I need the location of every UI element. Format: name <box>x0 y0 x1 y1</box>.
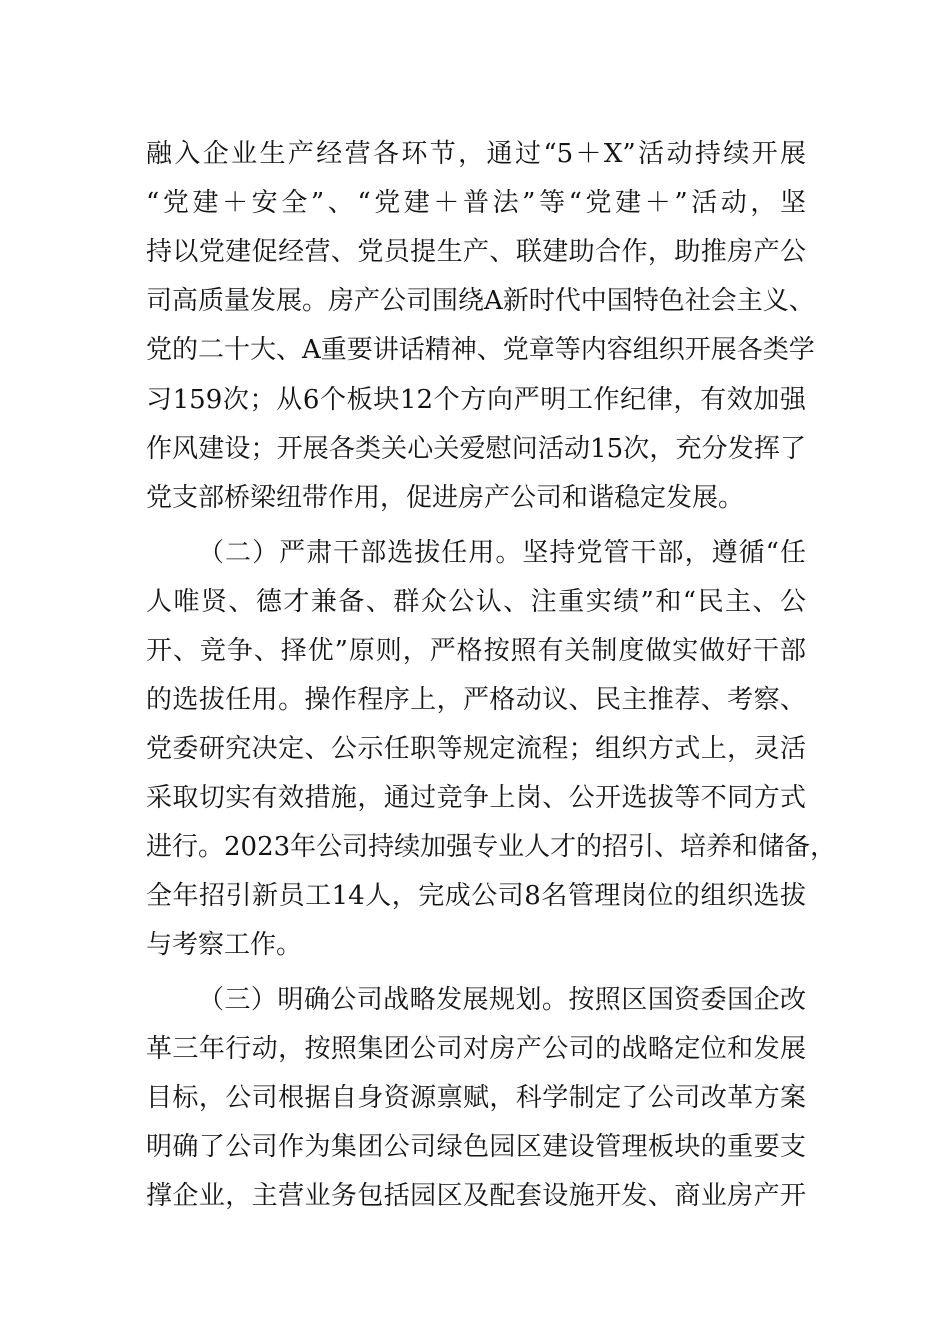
paragraph-1-line-6: 习159次；从6个板块12个方向严明工作纪律，有效加强 <box>146 385 806 415</box>
paragraph-1-line-1: 融入企业生产经营各环节，通过“5＋X”活动持续开展 <box>146 139 806 169</box>
paragraph-2-line-5: 党委研究决定、公示任职等规定流程；组织方式上，灵活 <box>146 734 806 764</box>
paragraph-3-line-5: 撑企业，主营业务包括园区及配套设施开发、商业房产开 <box>146 1181 806 1211</box>
paragraph-3-line-1: （三）明确公司战略发展规划。按照区国资委国企改 <box>198 985 806 1015</box>
paragraph-2-line-6: 采取切实有效措施，通过竞争上岗、公开选拔等不同方式 <box>146 783 806 813</box>
paragraph-2-line-9: 与考察工作。 <box>146 930 303 960</box>
paragraph-2-line-4: 的选拔任用。操作程序上，严格动议、民主推荐、考察、 <box>146 685 806 715</box>
paragraph-2-line-7: 进行。2023年公司持续加强专业人才的招引、培养和储备， <box>146 832 837 862</box>
paragraph-3-line-2: 革三年行动，按照集团公司对房产公司的战略定位和发展 <box>146 1034 806 1064</box>
paragraph-2-line-3: 开、竞争、择优”原则，严格按照有关制度做实做好干部 <box>146 636 806 666</box>
paragraph-2-line-1: （二）严肃干部选拔任用。坚持党管干部，遵循“任 <box>198 538 806 568</box>
paragraph-2-line-8: 全年招引新员工14人，完成公司8名管理岗位的组织选拔 <box>146 881 806 911</box>
paragraph-1-line-3: 持以党建促经营、党员提生产、联建助合作，助推房产公 <box>146 237 806 267</box>
paragraph-3-line-3: 目标，公司根据自身资源禀赋，科学制定了公司改革方案 <box>146 1083 806 1113</box>
paragraph-1-line-2: “党建＋安全”、“党建＋普法”等“党建＋”活动，坚 <box>146 188 806 218</box>
paragraph-2-line-2: 人唯贤、德才兼备、群众公认、注重实绩”和“民主、公 <box>146 587 806 617</box>
paragraph-1-line-5: 党的二十大、A重要讲话精神、党章等内容组织开展各类学 <box>146 335 815 365</box>
paragraph-1-line-8: 党支部桥梁纽带作用，促进房产公司和谐稳定发展。 <box>146 483 745 513</box>
paragraph-1-line-7: 作风建设；开展各类关心关爱慰问活动15次，充分发挥了 <box>146 434 806 464</box>
paragraph-1-line-4: 司高质量发展。房产公司围绕A新时代中国特色社会主义、 <box>146 286 815 316</box>
paragraph-3-line-4: 明确了公司作为集团公司绿色园区建设管理板块的重要支 <box>146 1132 806 1162</box>
